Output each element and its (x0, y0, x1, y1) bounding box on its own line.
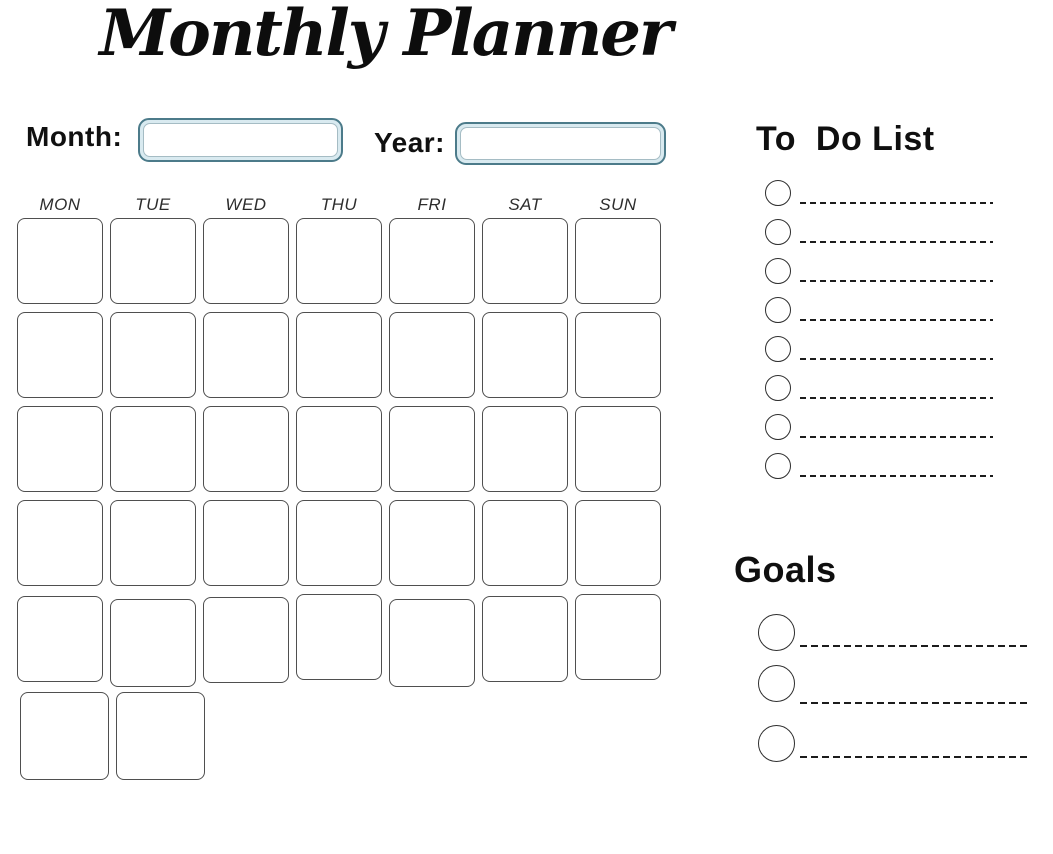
calendar-cell[interactable] (296, 594, 382, 680)
page-title: Monthly Planner (99, 0, 671, 71)
calendar-cell[interactable] (482, 218, 568, 304)
year-field-box (455, 122, 666, 165)
day-header-wed: WED (225, 195, 267, 214)
calendar-cell[interactable] (203, 500, 289, 586)
todo-write-line[interactable] (800, 241, 993, 243)
goal-item (758, 614, 1033, 658)
calendar-cell[interactable] (296, 312, 382, 398)
todo-checkbox-circle-icon[interactable] (765, 219, 791, 245)
calendar-cell[interactable] (203, 312, 289, 398)
goal-item (758, 665, 1033, 709)
todo-checkbox-circle-icon[interactable] (765, 453, 791, 479)
todo-write-line[interactable] (800, 358, 993, 360)
day-header-sun: SUN (599, 195, 637, 214)
calendar-cell[interactable] (203, 597, 289, 683)
day-header-row (17, 195, 661, 215)
todo-item (765, 453, 1005, 483)
month-field-box (138, 118, 343, 162)
goal-item (758, 725, 1033, 769)
calendar-cell[interactable] (389, 599, 475, 687)
day-header-thu: THU (320, 195, 358, 214)
todo-item (765, 180, 1005, 210)
calendar-cell[interactable] (575, 218, 661, 304)
calendar-cell[interactable] (203, 218, 289, 304)
todo-checkbox-circle-icon[interactable] (765, 297, 791, 323)
day-header-fri: FRI (417, 195, 447, 214)
calendar-cell[interactable] (110, 312, 196, 398)
calendar-row-1 (17, 218, 677, 304)
calendar-cell[interactable] (296, 406, 382, 492)
calendar-cell[interactable] (482, 406, 568, 492)
month-label: Month: (26, 121, 123, 152)
goal-write-line[interactable] (800, 702, 1029, 704)
calendar-cell[interactable] (482, 500, 568, 586)
calendar-cell[interactable] (116, 692, 205, 780)
goal-write-line[interactable] (800, 756, 1029, 758)
month-input[interactable] (143, 123, 338, 157)
todo-write-line[interactable] (800, 436, 993, 438)
todo-write-line[interactable] (800, 202, 993, 204)
calendar-cell[interactable] (296, 218, 382, 304)
todo-heading: To Do List (756, 120, 935, 158)
calendar-cell[interactable] (575, 406, 661, 492)
calendar-cell[interactable] (110, 500, 196, 586)
calendar-grid (17, 218, 677, 788)
goal-circle-icon[interactable] (758, 614, 795, 651)
todo-checkbox-circle-icon[interactable] (765, 180, 791, 206)
goal-circle-icon[interactable] (758, 665, 795, 702)
todo-checkbox-circle-icon[interactable] (765, 414, 791, 440)
year-input[interactable] (460, 127, 661, 160)
todo-checkbox-circle-icon[interactable] (765, 258, 791, 284)
calendar-cell[interactable] (389, 500, 475, 586)
calendar-row-3 (17, 406, 677, 492)
day-header-sat: SAT (508, 195, 542, 214)
goal-write-line[interactable] (800, 645, 1029, 647)
goals-heading: Goals (734, 549, 837, 590)
day-header-tue: TUE (135, 195, 171, 214)
calendar-cell[interactable] (575, 500, 661, 586)
calendar-cell[interactable] (203, 406, 289, 492)
year-label: Year: (374, 127, 445, 158)
calendar-cell[interactable] (389, 406, 475, 492)
calendar-row-6 (20, 692, 677, 780)
calendar-cell[interactable] (482, 312, 568, 398)
todo-item (765, 336, 1005, 366)
calendar-cell[interactable] (110, 218, 196, 304)
todo-item (765, 258, 1005, 288)
todo-checkbox-circle-icon[interactable] (765, 336, 791, 362)
todo-item (765, 414, 1005, 444)
calendar-cell[interactable] (17, 312, 103, 398)
calendar-cell[interactable] (17, 218, 103, 304)
calendar-cell[interactable] (17, 500, 103, 586)
calendar-cell[interactable] (110, 599, 196, 687)
calendar-row-5 (17, 594, 677, 682)
calendar-cell[interactable] (482, 596, 568, 682)
todo-write-line[interactable] (800, 280, 993, 282)
calendar-row-2 (17, 312, 677, 398)
calendar-cell[interactable] (17, 596, 103, 682)
calendar-cell[interactable] (20, 692, 109, 780)
todo-write-line[interactable] (800, 397, 993, 399)
calendar-row-4 (17, 500, 677, 586)
calendar-cell[interactable] (296, 500, 382, 586)
todo-item (765, 375, 1005, 405)
calendar-cell[interactable] (389, 312, 475, 398)
todo-write-line[interactable] (800, 319, 993, 321)
goal-circle-icon[interactable] (758, 725, 795, 762)
todo-write-line[interactable] (800, 475, 993, 477)
todo-item (765, 297, 1005, 327)
calendar-cell[interactable] (575, 312, 661, 398)
calendar-cell[interactable] (110, 406, 196, 492)
day-header-mon: MON (39, 195, 81, 214)
todo-item (765, 219, 1005, 249)
calendar-cell[interactable] (575, 594, 661, 680)
calendar-cell[interactable] (17, 406, 103, 492)
todo-checkbox-circle-icon[interactable] (765, 375, 791, 401)
calendar-cell[interactable] (389, 218, 475, 304)
